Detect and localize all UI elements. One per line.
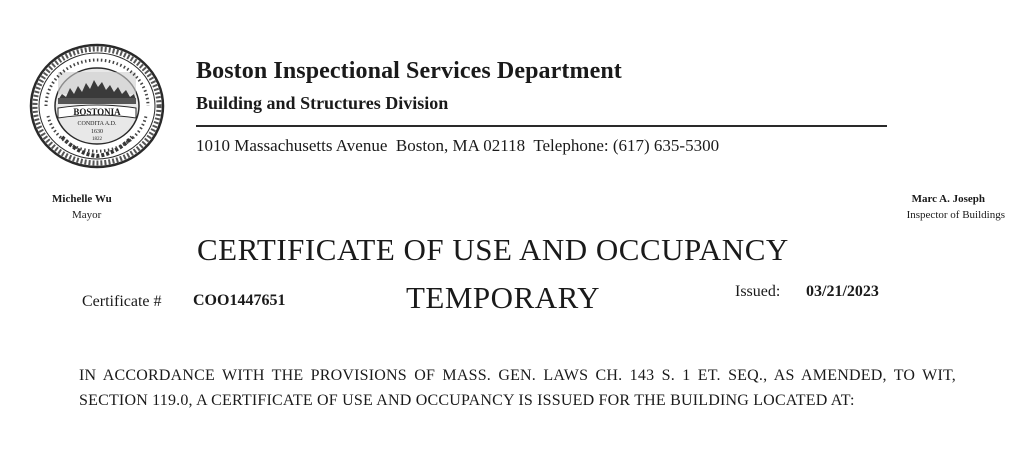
certificate-body-text: IN ACCORDANCE WITH THE PROVISIONS OF MASS. GEN. LAWS CH. 143 S. 1 ET. SEQ., AS AMENDED, TO WIT, SECTION 119.0, A CERTIFICATE OF USE AND OCCUPANCY IS ISSUED FOR THE BUILDING LOCATED AT: — [79, 367, 956, 409]
seal-founded-note: 1822 — [92, 137, 102, 142]
certificate-title: CERTIFICATE OF USE AND OCCUPANCY — [197, 232, 789, 267]
certificate-type: TEMPORARY — [406, 280, 600, 315]
issued-label: Issued: — [735, 283, 781, 300]
city-seal-logo — [28, 42, 166, 170]
certificate-number-label: Certificate # — [82, 293, 162, 310]
inspector-name: Marc A. Joseph — [911, 193, 985, 205]
certificate-number: COO1447651 — [193, 292, 286, 309]
division-name: Building and Structures Division — [196, 93, 449, 113]
seal-condita: CONDITA A.D. — [77, 121, 117, 127]
mayor-title: Mayor — [72, 209, 102, 221]
mayor-name: Michelle Wu — [52, 193, 112, 205]
issued-date: 03/21/2023 — [806, 283, 879, 300]
department-address: 1010 Massachusetts Avenue Boston, MA 02118 Telephone: (617) 635-5300 — [196, 136, 720, 155]
header-divider — [196, 125, 887, 127]
inspector-title: Inspector of Buildings — [906, 209, 1005, 221]
seal-founded-year: 1630 — [91, 129, 103, 135]
department-name: Boston Inspectional Services Department — [196, 58, 622, 84]
seal-city-word: BOSTONIA — [73, 107, 121, 117]
